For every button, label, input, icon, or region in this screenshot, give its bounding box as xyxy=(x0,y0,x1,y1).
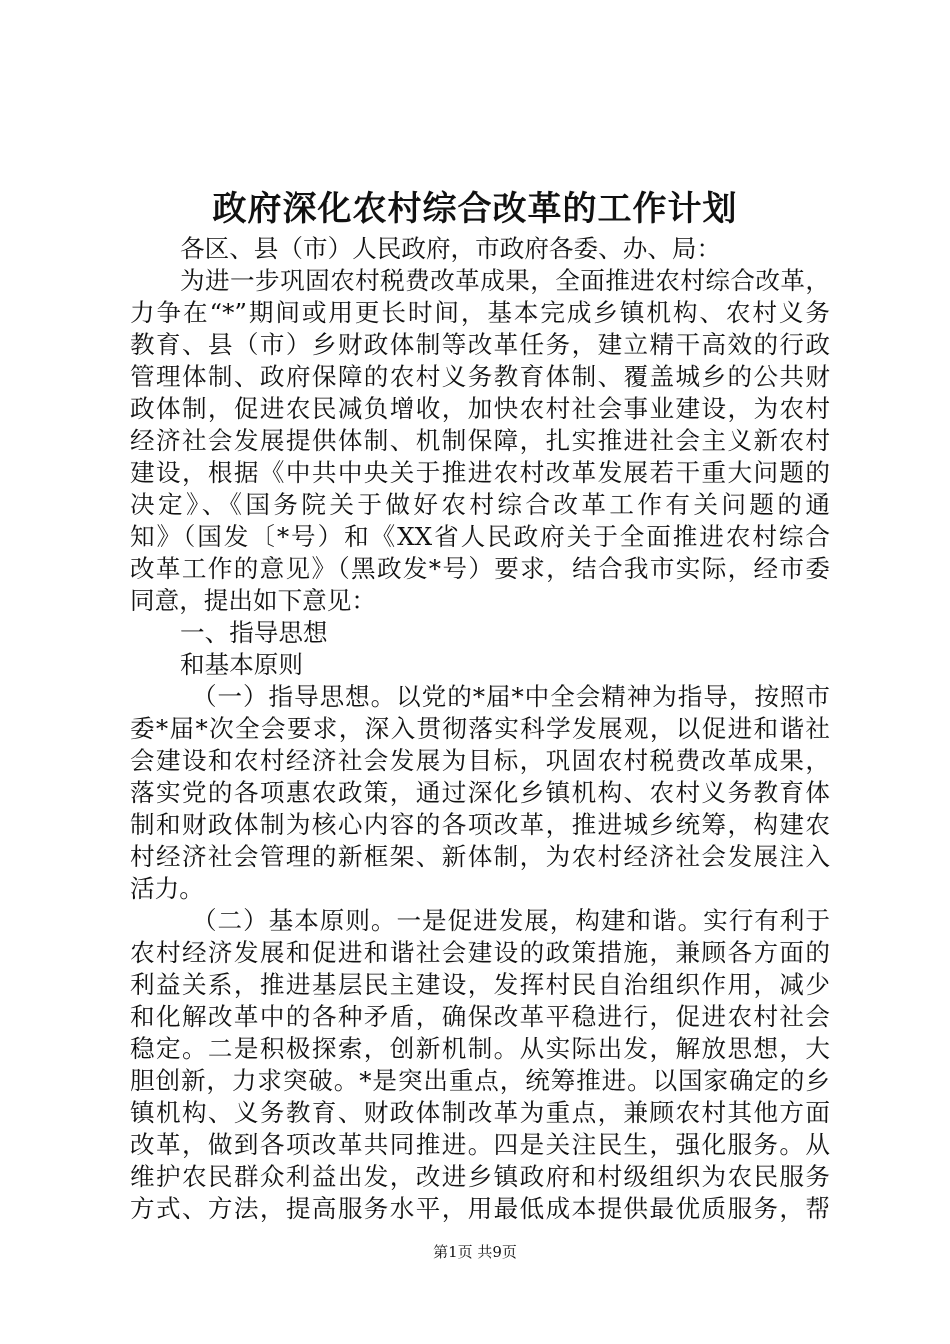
body-text-line: 改革，做到各项改革共同推进。四是关注民生，强化服务。从 xyxy=(130,1130,830,1159)
body-text-line: 知》（国发〔*号）和《XX省人民政府关于全面推进农村综合 xyxy=(130,522,830,551)
body-text-line: 一、指导思想 xyxy=(180,618,328,647)
page-footer: 第1页 共9页 xyxy=(433,1243,517,1261)
body-text-line: 为进一步巩固农村税费改革成果，全面推进农村综合改革， xyxy=(180,266,830,295)
body-text-line: 落实党的各项惠农政策，通过深化乡镇机构、农村义务教育体 xyxy=(130,778,830,807)
body-text-line: 维护农民群众利益出发，改进乡镇政府和村级组织为农民服务 xyxy=(130,1162,830,1191)
body-text-line: （二）基本原则。一是促进发展，构建和谐。实行有利于 xyxy=(192,906,830,935)
body-text-line: 政体制，促进农民减负增收，加快农村社会事业建设，为农村 xyxy=(130,394,830,423)
body-text-line: 建设，根据《中共中央关于推进农村改革发展若干重大问题的 xyxy=(130,458,830,487)
body-text-line: 改革工作的意见》（黑政发*号）要求，结合我市实际，经市委 xyxy=(130,554,830,583)
body-text-line: 方式、方法，提高服务水平，用最低成本提供最优质服务，帮 xyxy=(130,1194,830,1223)
body-text-line: 制和财政体制为核心内容的各项改革，推进城乡统筹，构建农 xyxy=(130,810,830,839)
body-text-line: 委*届*次全会要求，深入贯彻落实科学发展观，以促进和谐社 xyxy=(130,714,830,743)
body-text-line: 和基本原则 xyxy=(180,650,303,679)
body-text-line: 会建设和农村经济社会发展为目标，巩固农村税费改革成果， xyxy=(130,746,830,775)
body-text-line: 稳定。二是积极探索，创新机制。从实际出发，解放思想，大 xyxy=(130,1034,830,1063)
body-text-line: 胆创新，力求突破。*是突出重点，统筹推进。以国家确定的乡 xyxy=(130,1066,830,1095)
document-title: 政府深化农村综合改革的工作计划 xyxy=(212,189,738,229)
body-text-line: 和化解改革中的各种矛盾，确保改革平稳进行，促进农村社会 xyxy=(130,1002,830,1031)
body-text-line: 农村经济发展和促进和谐社会建设的政策措施，兼顾各方面的 xyxy=(130,938,830,967)
body-text-line: 村经济社会管理的新框架、新体制，为农村经济社会发展注入 xyxy=(130,842,830,871)
body-text-line: 各区、县（市）人民政府，市政府各委、办、局： xyxy=(180,234,722,263)
body-text-line: （一）指导思想。以党的*届*中全会精神为指导，按照市 xyxy=(192,682,830,711)
body-text-line: 同意，提出如下意见： xyxy=(130,586,376,615)
body-text-line: 管理体制、政府保障的农村义务教育体制、覆盖城乡的公共财 xyxy=(130,362,830,391)
body-text-line: 利益关系，推进基层民主建设，发挥村民自治组织作用，减少 xyxy=(130,970,830,999)
body-text-line: 经济社会发展提供体制、机制保障，扎实推进社会主义新农村 xyxy=(130,426,830,455)
document-body xyxy=(130,233,830,1225)
body-text-line: 决定》、《国务院关于做好农村综合改革工作有关问题的通 xyxy=(130,490,830,519)
body-text-line: 镇机构、义务教育、财政体制改革为重点，兼顾农村其他方面 xyxy=(130,1098,830,1127)
body-text-line: 力争在“*”期间或用更长时间，基本完成乡镇机构、农村义务 xyxy=(130,298,830,327)
body-text-line: 教育、县（市）乡财政体制等改革任务，建立精干高效的行政 xyxy=(130,330,830,359)
body-text-line: 活力。 xyxy=(130,874,204,903)
